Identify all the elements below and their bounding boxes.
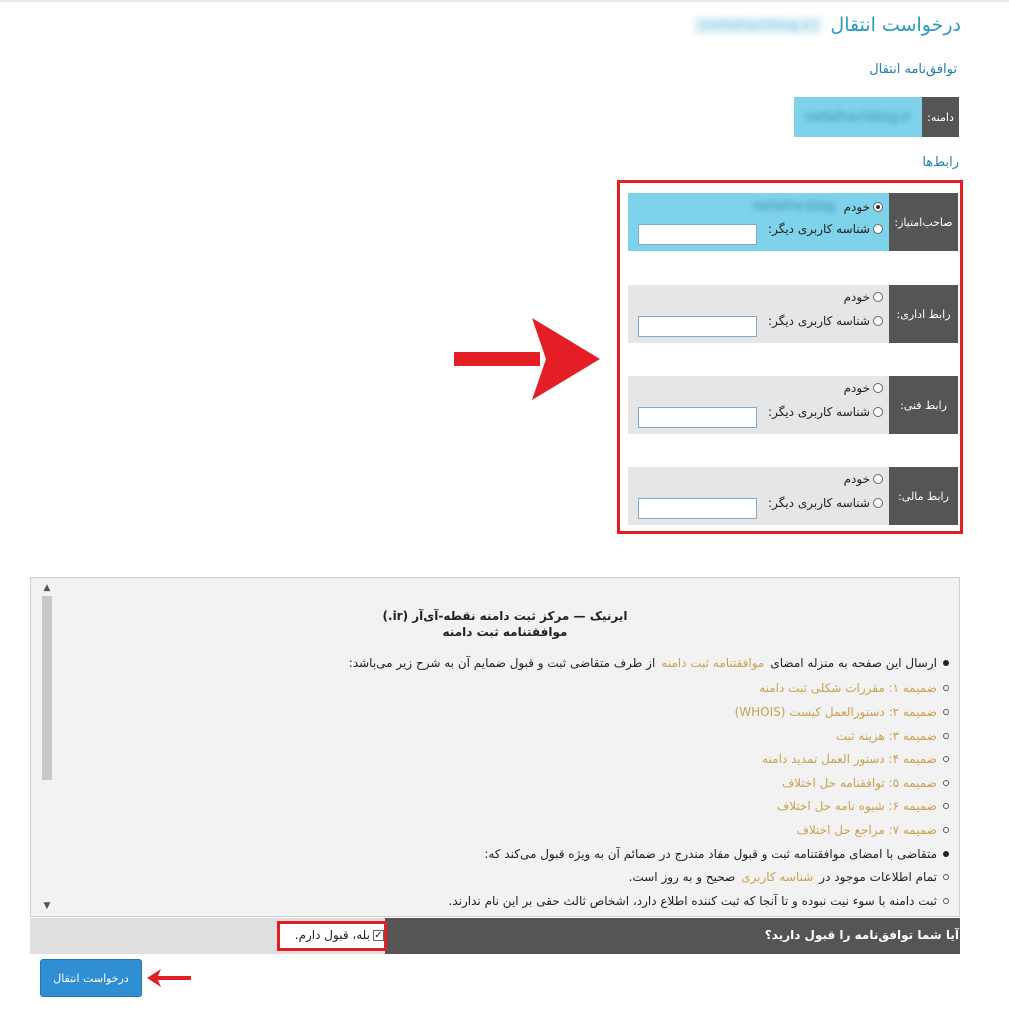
top-divider — [0, 0, 1009, 2]
circle-bullet-icon — [943, 780, 949, 786]
point1-text-a: تمام اطلاعات موجود در — [819, 870, 937, 884]
option-self-label: خودم — [843, 199, 870, 214]
user-id-link[interactable]: شناسه کاربری — [741, 870, 814, 884]
contacts-annotation-box — [617, 180, 963, 534]
option-other-label: شناسه کاربری دیگر: — [768, 314, 870, 328]
scroll-down-icon[interactable]: ▼ — [43, 901, 51, 911]
bullet-icon — [943, 660, 949, 666]
annex-link[interactable]: ضمیمه ۳: هزینه ثبت — [835, 729, 937, 743]
intro-text-a: ارسال این صفحه به منزله امضای — [770, 656, 937, 670]
circle-bullet-icon — [943, 803, 949, 809]
transfer-agreement-link[interactable]: توافق‌نامه انتقال — [869, 62, 957, 77]
option-other-label: شناسه کاربری دیگر: — [768, 496, 870, 510]
circle-bullet-icon — [943, 733, 949, 739]
contact-label: رابط مالی: — [889, 467, 958, 525]
annex-item[interactable] — [777, 799, 949, 813]
option-self-label: خودم — [843, 290, 870, 304]
annex-link[interactable]: ضمیمه ۲: دستورالعمل کیست (WHOIS) — [734, 705, 937, 719]
annex-link[interactable]: ضمیمه ۶: شیوه نامه حل اختلاف — [776, 799, 937, 813]
self-id: nellafra-blog — [752, 199, 835, 214]
contact-label: رابط فنی: — [889, 376, 958, 434]
contact-label: رابط اداری: — [889, 285, 958, 343]
domain-badge: (nellafrachblog.ir) — [694, 17, 822, 34]
registration-agreement-link[interactable]: موافقتنامه ثبت دامنه — [661, 656, 765, 670]
annotation-arrow-icon — [454, 318, 604, 402]
accept-question: آیا شما توافق‌نامه را قبول دارید؟ — [764, 928, 959, 942]
page-title — [694, 14, 961, 36]
domain-label: دامنه: — [922, 97, 959, 137]
agreement-point — [449, 894, 949, 908]
agreement-scrollbar[interactable] — [40, 582, 54, 912]
point2-text: ثبت دامنه با سوء نیت نبوده و تا آنجا که ثبت کننده اطلاع دارد، اشخاص ثالث حقی بر این نام ندارند. — [448, 894, 937, 908]
option-other-label: شناسه کاربری دیگر: — [768, 222, 870, 236]
circle-bullet-icon — [943, 756, 949, 762]
agreement-subtitle: موافقتنامه ثبت دامنه — [442, 625, 568, 639]
domain-value-box — [794, 97, 922, 137]
annex-item[interactable] — [735, 705, 949, 719]
agreement-intro — [349, 656, 949, 670]
bullet-icon — [943, 851, 949, 857]
annex-link[interactable]: ضمیمه ۵: توافقنامه حل اختلاف — [781, 776, 937, 790]
domain-value: nellafrachblog.ir — [805, 109, 911, 125]
intro-text-b: از طرف متقاضی ثبت و قبول ضمایم آن به شرح زیر می‌باشد: — [348, 656, 656, 670]
circle-bullet-icon — [943, 827, 949, 833]
option-self-label: خودم — [843, 381, 870, 395]
annex-item[interactable] — [759, 681, 949, 695]
domain-row — [794, 97, 959, 137]
contact-label: صاحب‌امتیاز: — [889, 193, 958, 251]
point1-text-b: صحیح و به روز است. — [628, 870, 736, 884]
circle-bullet-icon — [943, 874, 949, 880]
annex-item[interactable] — [762, 752, 949, 766]
page-title-text: درخواست انتقال — [830, 14, 961, 36]
accept-checkbox[interactable]: ✓ — [374, 929, 383, 941]
circle-bullet-icon — [943, 898, 949, 904]
accept-checkbox-label: بله، قبول دارم. — [294, 928, 370, 942]
circle-bullet-icon — [943, 685, 949, 691]
accept-checkbox-option[interactable] — [295, 928, 384, 942]
annex-link[interactable]: ضمیمه ۱: مقررات شکلی ثبت دامنه — [759, 681, 937, 695]
circle-bullet-icon — [943, 709, 949, 715]
contacts-heading: رابط‌ها — [922, 155, 959, 170]
annex-item[interactable] — [836, 729, 949, 743]
option-self-label: خودم — [843, 472, 870, 486]
annex-item[interactable] — [782, 776, 949, 790]
submit-transfer-button[interactable]: درخواست انتقال — [40, 959, 142, 997]
accept-text: متقاضی با امضای موافقتنامه ثبت و قبول مفاد مندرج در ضمائم آن به ویژه قبول می‌کند که: — [484, 847, 937, 861]
agreement-title: ایرنیک — مرکز ثبت دامنه نقطه-آی‌آر (ir.) — [382, 609, 628, 623]
annotation-arrow-icon — [147, 968, 192, 988]
annex-link[interactable]: ضمیمه ۷: مراجع حل اختلاف — [796, 823, 937, 837]
annex-link[interactable]: ضمیمه ۴: دستور العمل تمدید دامنه — [762, 752, 937, 766]
scroll-up-icon[interactable]: ▲ — [43, 583, 51, 593]
accept-statement — [484, 847, 949, 861]
annex-item[interactable] — [796, 823, 949, 837]
scroll-thumb[interactable] — [42, 596, 52, 780]
option-other-label: شناسه کاربری دیگر: — [768, 405, 870, 419]
agreement-point — [629, 870, 949, 884]
